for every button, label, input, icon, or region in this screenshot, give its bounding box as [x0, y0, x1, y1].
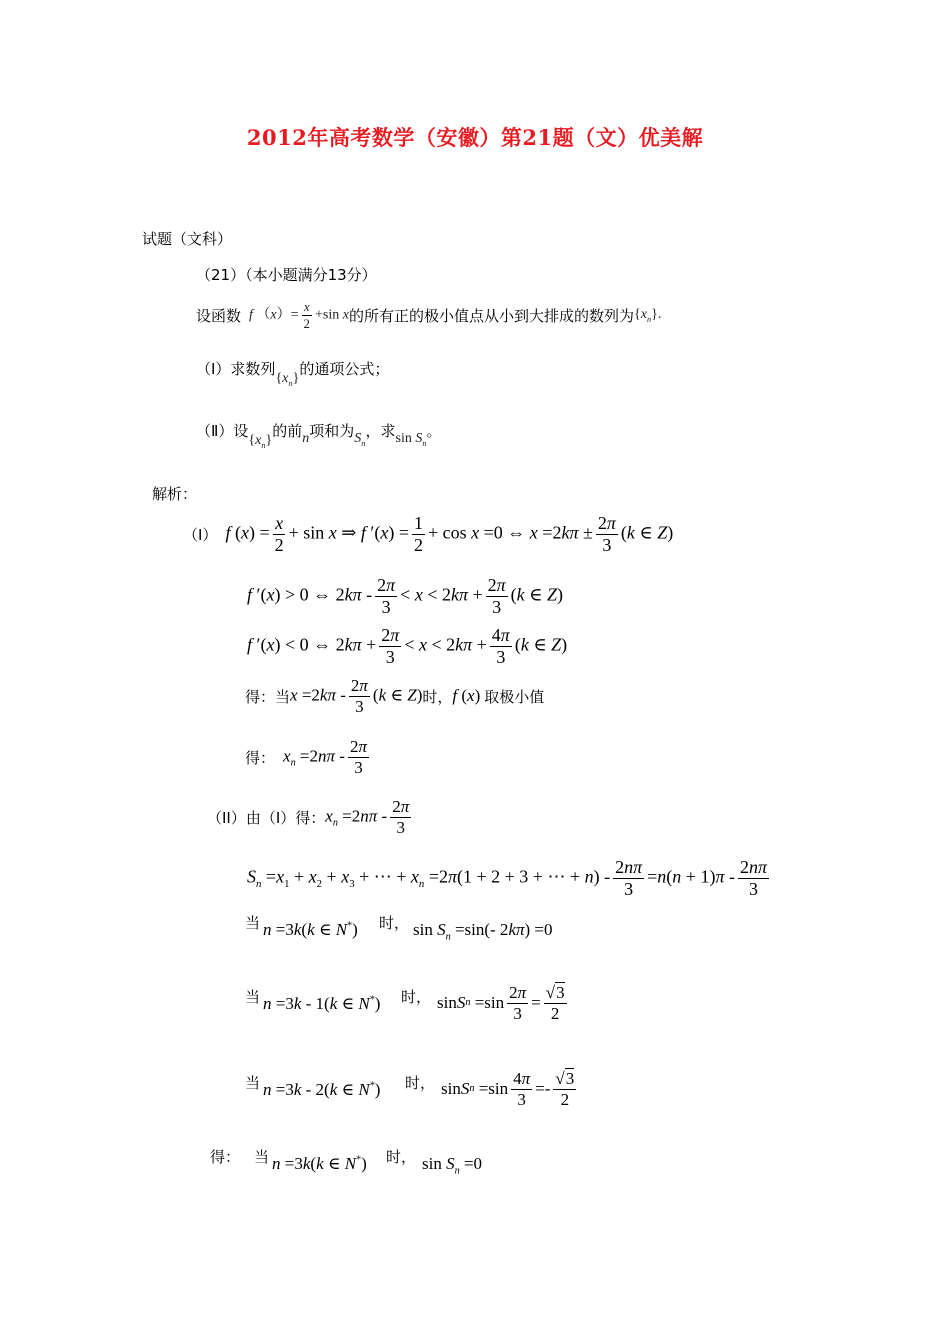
problem-stem [196, 300, 661, 330]
final-conclusion: 得： 当 n =3k(k ∈ N*) 时， $\sin S_n =0$ [210, 1148, 483, 1177]
stem-prefix: 设函数 [196, 306, 242, 325]
solution-part2-line-1: （II）由（I）得： $x_n =2n\pi$ - $\frac{2\pi}{3}$ [207, 797, 410, 837]
case-2: 当 n =3k - 1(k ∈ N*) 时， sin S n =sin $\frac{2\pi}{3}$ = $\frac{√3}{2}$ [245, 983, 565, 1023]
part1-question: （Ⅰ）求数列 $\{x_n\}$ 的通项公式； [196, 360, 390, 388]
stem-suffix: 的所有正的极小值点从小到大排成的数列为 [348, 306, 634, 325]
part2-question: （Ⅱ）设 $\{x_n\}$ 的前 n 项和为 $S_n$ ，求 $\sin S_n$ 。 [196, 422, 442, 450]
case-1: 当 n =3k(k ∈ N*) 时， $\sin S_n =\sin(-$ 2kπ) =0 [245, 914, 553, 943]
stem-function: f （x）= $\frac{x}{2}$ +sin x [249, 299, 349, 331]
solution-heading: 解析： [152, 485, 198, 503]
solution-line-4: 得：当 x =2kπ - $\frac{2\pi}{3}$ (k ∈ Z) 时， f (x) 取极小值 [245, 676, 545, 716]
solution-sum-line: $S_n =x_1 + x_2 + x_3$ + ⋯ + $x_n =2\pi(1 + 2 + 3$ + ⋯ + n) - $\frac{2n\pi}{3}$ =n(n + 1)π - $\frac{2n\pi}{3}$ [247, 857, 768, 899]
case-3: 当 n =3k - 2(k ∈ N*) 时， sin S n =sin $\frac{4\pi}{3}$ =- $\frac{√3}{2}$ [245, 1069, 575, 1109]
solution-line-3: f ′(x) < 0 ⇔ 2kπ + $\frac{2\pi}{3}$ < x < 2kπ + $\frac{4\pi}{3}$ (k ∈ Z) [247, 625, 568, 667]
page-title: 2012年高考数学（安徽）第21题（文）优美解 [246, 125, 704, 150]
solution-line-5: 得： $x_n =2n\pi$ - $\frac{2\pi}{3}$ [245, 737, 367, 777]
solution-line-2: f ′(x) > 0 ⇔ 2kπ - $\frac{2\pi}{3}$ < x < 2kπ + $\frac{2\pi}{3}$ (k ∈ Z) [247, 575, 564, 617]
problem-number: （21）（本小题满分13分） [196, 266, 377, 284]
solution-line-1: （I） f (x) = $\frac{x}{2}$ + sin x ⇒ f ′(x) = $\frac{1}{2}$ + cos x =0 ⇔ x =2kπ ± $\frac{2\pi}{3}$ (k ∈ Z) [183, 513, 674, 555]
problem-heading: 试题（文科） [142, 230, 233, 248]
stem-sequence: $\{x_n\}$. [634, 307, 662, 324]
